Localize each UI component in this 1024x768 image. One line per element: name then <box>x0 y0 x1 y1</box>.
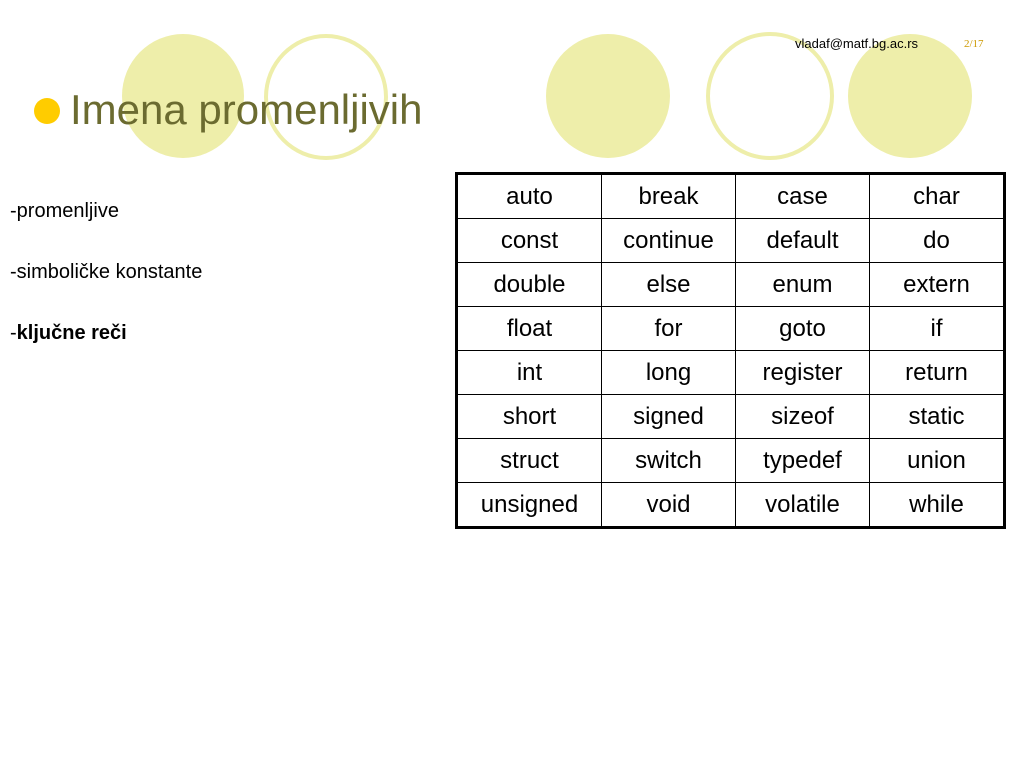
table-row <box>457 483 1005 528</box>
keyword-cell: break <box>602 174 736 219</box>
list-item-dash: - <box>10 261 17 283</box>
keyword-cell: const <box>457 219 602 263</box>
table-row <box>457 395 1005 439</box>
list-item-dash: - <box>10 200 17 222</box>
keyword-cell: struct <box>457 439 602 483</box>
page-number: 2/17 <box>964 38 984 50</box>
keyword-cell: long <box>602 351 736 395</box>
keyword-cell: else <box>602 263 736 307</box>
table-row <box>457 307 1005 351</box>
list-item <box>10 322 127 345</box>
keyword-cell: goto <box>736 307 870 351</box>
keyword-cell: typedef <box>736 439 870 483</box>
table-row <box>457 219 1005 263</box>
keywords-table-body <box>457 174 1005 528</box>
keyword-cell: float <box>457 307 602 351</box>
table-row <box>457 351 1005 395</box>
keyword-cell: if <box>870 307 1005 351</box>
bullet-icon <box>34 98 60 124</box>
keyword-cell: continue <box>602 219 736 263</box>
keyword-cell: default <box>736 219 870 263</box>
list-item-text: ključne reči <box>16 322 127 344</box>
keyword-cell: volatile <box>736 483 870 528</box>
keyword-cell: sizeof <box>736 395 870 439</box>
keyword-cell: extern <box>870 263 1005 307</box>
keyword-cell: for <box>602 307 736 351</box>
list-item-dash: - <box>10 322 17 344</box>
keyword-cell: short <box>457 395 602 439</box>
keyword-cell: union <box>870 439 1005 483</box>
table-row <box>457 174 1005 219</box>
author-email: vladaf@matf.bg.ac.rs <box>795 36 919 51</box>
keyword-cell: case <box>736 174 870 219</box>
decorative-ring <box>706 32 834 160</box>
keyword-cell: static <box>870 395 1005 439</box>
table-row <box>457 439 1005 483</box>
list-item <box>10 200 119 223</box>
keyword-cell: switch <box>602 439 736 483</box>
keyword-cell: do <box>870 219 1005 263</box>
keyword-cell: void <box>602 483 736 528</box>
decorative-circle <box>848 34 972 158</box>
keyword-cell: unsigned <box>457 483 602 528</box>
keyword-cell: enum <box>736 263 870 307</box>
keyword-cell: double <box>457 263 602 307</box>
list-item <box>10 261 202 284</box>
table-row <box>457 263 1005 307</box>
list-item-text: simboličke konstante <box>16 261 203 283</box>
keyword-cell: register <box>736 351 870 395</box>
keyword-cell: auto <box>457 174 602 219</box>
decorative-circle <box>546 34 670 158</box>
keywords-table <box>455 172 1006 529</box>
keyword-cell: int <box>457 351 602 395</box>
list-item-text: promenljive <box>16 200 119 222</box>
slide-title: Imena promenljivih <box>70 86 423 133</box>
keyword-cell: char <box>870 174 1005 219</box>
keyword-cell: return <box>870 351 1005 395</box>
keyword-cell: while <box>870 483 1005 528</box>
keyword-cell: signed <box>602 395 736 439</box>
